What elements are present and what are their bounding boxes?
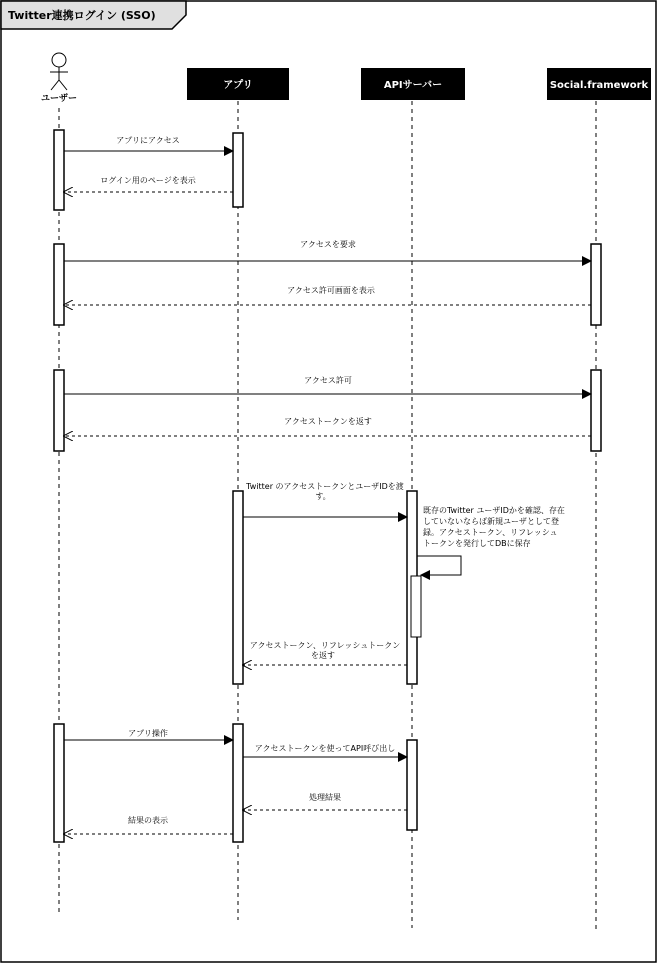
msg-show-permission-label: アクセス許可画面を表示: [287, 286, 375, 295]
msg-pass-token-label-1: Twitter のアクセストークンとユーザIDを渡: [246, 482, 404, 491]
app-activation-1: [233, 133, 243, 207]
msg-return-tokens-label-2: を返す: [311, 651, 335, 660]
user-activation-1: [54, 130, 64, 210]
social-activation-2: [591, 370, 601, 451]
user-activation-2: [54, 244, 64, 325]
api-participant-label: APIサーバー: [383, 80, 443, 91]
user-activation-4: [54, 724, 64, 842]
msg-show-login-label: ログイン用のページを表示: [100, 176, 196, 185]
api-self-message-arrow: [417, 556, 461, 575]
api-self-activation: [411, 576, 421, 637]
msg-api-call-label: アクセストークンを使ってAPI呼び出し: [254, 744, 396, 753]
msg-return-token-label: アクセストークンを返す: [284, 417, 372, 426]
social-activation-1: [591, 244, 601, 325]
social-participant-label: Social.framework: [549, 80, 649, 91]
user-actor-label: ユーザー: [40, 94, 78, 104]
msg-access-app-label: アプリにアクセス: [116, 136, 180, 145]
msg-result-label: 処理結果: [309, 793, 341, 802]
msg-return-tokens-label-1: アクセストークン、リフレッシュトークン: [249, 641, 401, 650]
user-activation-3: [54, 370, 64, 451]
api-note-line-2: していないならば新規ユーザとして登: [423, 517, 559, 526]
frame-title: Twitter連携ログイン (SSO): [8, 9, 156, 22]
msg-request-access-label: アクセスを要求: [300, 240, 356, 249]
app-activation-2: [233, 491, 243, 684]
msg-pass-token-label-2: す。: [315, 492, 331, 501]
user-actor-icon: [50, 53, 68, 90]
api-note-line-3: 録。アクセストークン、リフレッシュ: [423, 528, 558, 537]
app-activation-3: [233, 724, 243, 842]
api-note-line-4: トークンを発行してDBに保存: [423, 539, 531, 548]
app-participant-label: アプリ: [223, 80, 253, 91]
msg-show-result-label: 結果の表示: [128, 816, 168, 825]
api-note-line-1: 既存のTwitter ユーザIDかを確認、存在: [423, 506, 565, 515]
msg-grant-access-label: アクセス許可: [304, 376, 352, 385]
api-activation-2: [407, 740, 417, 830]
msg-app-operation-label: アプリ操作: [128, 729, 168, 738]
